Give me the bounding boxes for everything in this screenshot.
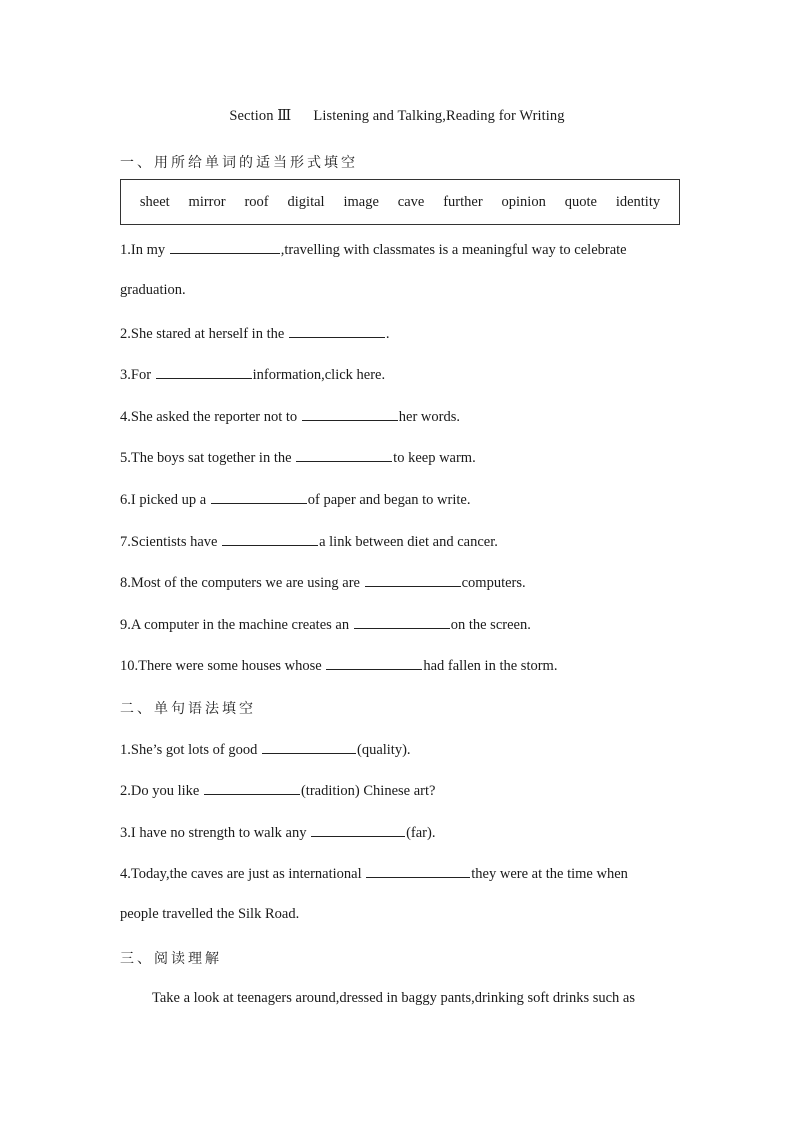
question-text: (quality). [356,742,411,758]
question-text: 6.I picked up a [120,492,210,508]
question-1-1-cont: graduation. [120,282,186,298]
question-2-4-cont: people travelled the Silk Road. [120,906,300,922]
answer-blank[interactable] [222,532,318,546]
word-bank-item: digital [287,193,325,210]
question-text: computers. [461,575,526,591]
question-text: 5.The boys sat together in the [120,450,296,466]
answer-blank[interactable] [170,240,280,254]
question-2-3 [120,823,675,842]
word-bank-item: image [343,193,379,210]
question-text: 3.I have no strength to walk any [120,825,311,841]
question-text: (tradition) Chinese art? [300,783,436,799]
answer-blank[interactable] [326,656,422,670]
word-bank-item: roof [244,193,269,210]
question-text: 8.Most of the computers we are using are [120,575,364,591]
question-text: 2.She stared at herself in the [120,326,288,342]
question-1-2 [120,324,675,343]
question-text: 3.For [120,367,155,383]
answer-blank[interactable] [289,324,385,338]
question-text: on the screen. [450,617,531,633]
question-text: 7.Scientists have [120,534,222,550]
question-1-10 [120,656,675,675]
question-text: a link between diet and cancer. [319,534,498,550]
answer-blank[interactable] [354,615,450,629]
answer-blank[interactable] [296,448,392,462]
section-label: Section Ⅲ [229,108,292,124]
word-bank-item: sheet [139,193,170,210]
question-text: 9.A computer in the machine creates an [120,617,353,633]
word-bank-item: opinion [501,193,546,210]
answer-blank[interactable] [365,573,461,587]
question-text: 1.She’s got lots of good [120,742,261,758]
reading-paragraph: Take a look at teenagers around,dressed in baggy pants,drinking soft drinks such as [152,990,636,1006]
answer-blank[interactable] [302,407,398,421]
question-text: 10.There were some houses whose [120,658,326,674]
question-text: to keep warm. [393,450,476,466]
question-2-2 [120,781,675,800]
question-1-9 [120,615,675,634]
question-text: had fallen in the storm. [423,658,558,674]
answer-blank[interactable] [366,864,470,878]
answer-blank[interactable] [262,740,356,754]
answer-blank[interactable] [311,823,405,837]
question-text: of paper and began to write. [307,492,471,508]
word-bank [120,179,680,225]
word-bank-item: further [443,193,483,210]
question-text: 2.Do you like [120,783,203,799]
question-text: they were at the time when [471,866,628,882]
question-1-8 [120,573,675,592]
question-text: 1.In my [120,242,169,258]
word-bank-item: cave [397,193,425,210]
question-text: information,click here. [252,367,386,383]
question-1-6 [120,490,675,509]
answer-blank[interactable] [156,365,252,379]
question-2-4 [120,864,675,883]
question-text: (far). [406,825,436,841]
question-1-5 [120,448,675,467]
page-title [0,108,794,125]
answer-blank[interactable] [204,781,300,795]
question-2-1 [120,740,675,759]
question-1-3 [120,365,675,384]
answer-blank[interactable] [211,490,307,504]
section-subtitle: Listening and Talking,Reading for Writing [313,108,565,124]
question-1-7 [120,532,675,551]
question-text: ,travelling with classmates is a meaningful way to celebrate [280,242,627,258]
question-text: 4.Today,the caves are just as international [120,866,366,882]
question-text: her words. [398,409,461,425]
word-bank-item: quote [564,193,597,210]
word-bank-item: identity [615,193,661,210]
part2-heading: 二、单句语法填空 [120,701,256,717]
part3-heading: 三、阅读理解 [120,951,222,967]
word-bank-item: mirror [188,193,226,210]
question-1-4 [120,407,675,426]
question-text: 4.She asked the reporter not to [120,409,301,425]
question-text: . [385,326,390,342]
question-1-1 [120,240,675,259]
part1-heading: 一、用所给单词的适当形式填空 [120,155,358,171]
